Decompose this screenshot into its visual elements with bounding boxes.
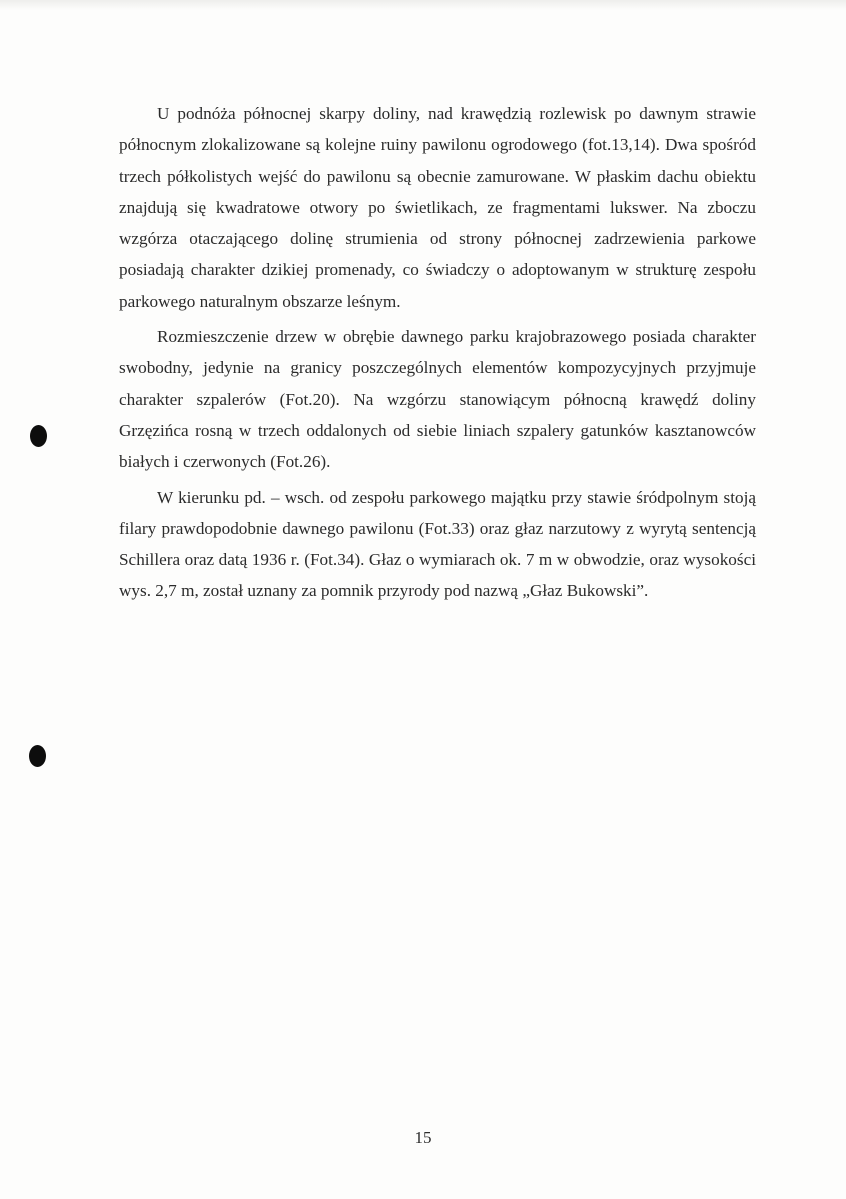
- paragraph-2: Rozmieszczenie drzew w obrębie dawnego parku krajobrazowego posiada charakter swobodny, jedynie na granicy poszczególnych elementów kompozycyjnych przyjmuje charakter szpalerów (Fot.20). Na wzgórzu stanowiącym północną krawędź doliny Grzęzińca rosną w trzech oddalonych od siebie liniach szpalery gatunków kasztanowców białych i czerwonych (Fot.26).: [119, 327, 756, 472]
- scan-edge: [0, 0, 846, 10]
- punch-hole-top: [30, 425, 47, 447]
- paragraph-3: W kierunku pd. – wsch. od zespołu parkowego majątku przy stawie śródpolnym stoją filary prawdopodobnie dawnego pawilonu (Fot.33) oraz głaz narzutowy z wyrytą sentencją Schillera oraz datą 1936 r. (Fot.34). Głaz o wymiarach ok. 7 m w obwodzie, oraz wysokości wys. 2,7 m, został uznany za pomnik przyrody pod nazwą „Głaz Bukowski”.: [119, 487, 756, 601]
- punch-hole-bottom: [29, 745, 46, 767]
- page-number: 15: [414, 1128, 432, 1147]
- body-text: [119, 98, 756, 611]
- paragraph-1: U podnóża północnej skarpy doliny, nad krawędzią rozlewisk po dawnym strawie północnym zlokalizowane są kolejne ruiny pawilonu ogrodowego (fot.13,14). Dwa spośród trzech półkolistych wejść do pawilonu są obecnie zamurowane. W płaskim dachu obiektu znajdują się kwadratowe otwory po świetlikach, ze fragmentami lukswer. Na zboczu wzgórza otaczającego dolinę strumienia od strony północnej zadrzewienia parkowe posiadają charakter dzikiej promenady, co świadczy o adoptowanym w strukturę zespołu parkowego naturalnym obszarze leśnym.: [119, 104, 756, 311]
